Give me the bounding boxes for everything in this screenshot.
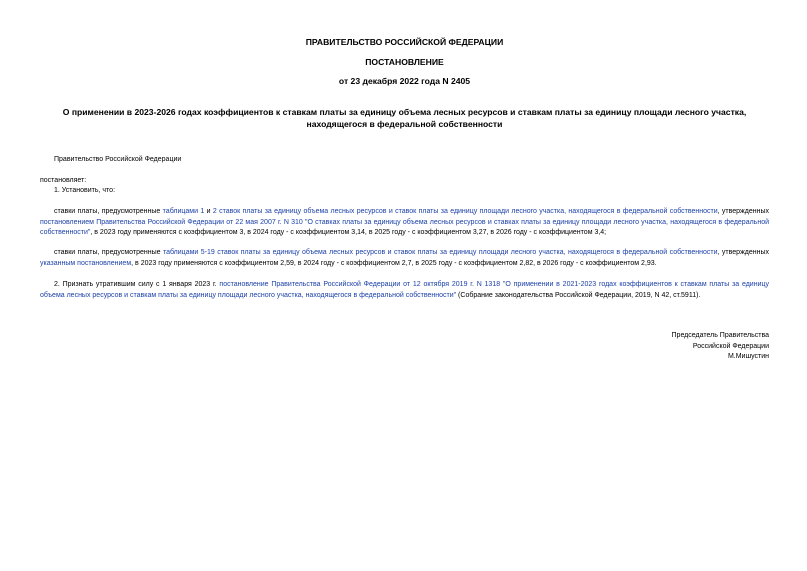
- paragraph-1-text-3: , утвержденных: [717, 208, 769, 215]
- document-type-heading: ПОСТАНОВЛЕНИЕ: [365, 57, 444, 67]
- signature-name: М.Мишустин: [727, 353, 769, 360]
- link-tables-2[interactable]: 2 ставок платы за единицу объема лесных ресурсов и ставок платы за единицу площади лесного участка, находящегося в федеральной собственности: [212, 208, 718, 215]
- document-date-number: от 23 декабря 2022 года N 2405: [338, 76, 471, 86]
- paragraph-2-text-2: , утвержденных: [717, 249, 769, 256]
- paragraph-2-text-3: , в 2023 году применяются с коэффициентом 2,59, в 2024 году - с коэффициентом 2,7, в 2025 году - с коэффициентом 2,82, в 2026 году - с коэффициентом 2,93.: [131, 259, 657, 267]
- paragraph-2-text-1: ставки платы, предусмотренные: [54, 249, 163, 256]
- link-tables-5-19[interactable]: таблицами 5-19 ставок платы за единицу объема лесных ресурсов и ставок платы за единицу площади лесного участка, находящегося в федеральной собственности: [162, 249, 718, 256]
- signature-line-1: Председатель Правительства: [671, 332, 769, 339]
- signature-line-2: Российской Федерации: [692, 342, 769, 350]
- government-heading: ПРАВИТЕЛЬСТВО РОССИЙСКОЙ ФЕДЕРАЦИИ: [305, 37, 504, 47]
- paragraph-3: [40, 280, 769, 301]
- link-decree-1318[interactable]: постановление Правительства Российской Федерации от 12 октября 2019 г. N 1318 "О применении в 2021-2023 годах коэффициентов к ставкам платы за единицу объема лесных ресурсов и ставкам платы за единицу площади лесного участка, находящегося в федеральной собственности": [40, 281, 769, 299]
- item-1-text: 1. Установить, что:: [54, 187, 116, 194]
- document-title-line-1: О применении в 2023-2026 годах коэффициентов к ставкам платы за единицу объема лесных ресурсов и ставкам платы за единицу площади лесного участка,: [62, 107, 747, 117]
- decrees-text: постановляет:: [40, 177, 87, 184]
- paragraph-1-text-4: , в 2023 году применяются с коэффициентом 3, в 2024 году - с коэффициентом 3,14, в 2025 году - с коэффициентом 3,27, в 2026 году - с коэффициентом 3,4;: [90, 229, 607, 236]
- paragraph-2: [40, 248, 769, 269]
- paragraph-3-text-1: 2. Признать утратившим силу с 1 января 2023 г.: [54, 281, 220, 288]
- link-decree-310[interactable]: постановлением Правительства Российской Федерации от 22 мая 2007 г. N 310 "О ставках платы за единицу объема лесных ресурсов и ставках платы за единицу площади лесного участка, находящегося в федеральной собственности": [40, 218, 769, 236]
- document-title: [40, 106, 769, 130]
- paragraph-3-text-2: (Собрание законодательства Российской Федерации, 2019, N 42, ст.5911).: [456, 291, 701, 299]
- intro-text: Правительство Российской Федерации: [54, 156, 182, 163]
- document-title-line-2: находящегося в федеральной собственности: [306, 119, 503, 129]
- signature-block: [569, 331, 769, 363]
- link-said-decree[interactable]: указанным постановлением: [40, 259, 132, 267]
- paragraph-1-text-2: и: [204, 208, 213, 215]
- link-tables-1[interactable]: таблицами 1: [162, 208, 205, 215]
- paragraph-1-text-1: ставки платы, предусмотренные: [54, 208, 163, 215]
- paragraph-1: [40, 207, 769, 239]
